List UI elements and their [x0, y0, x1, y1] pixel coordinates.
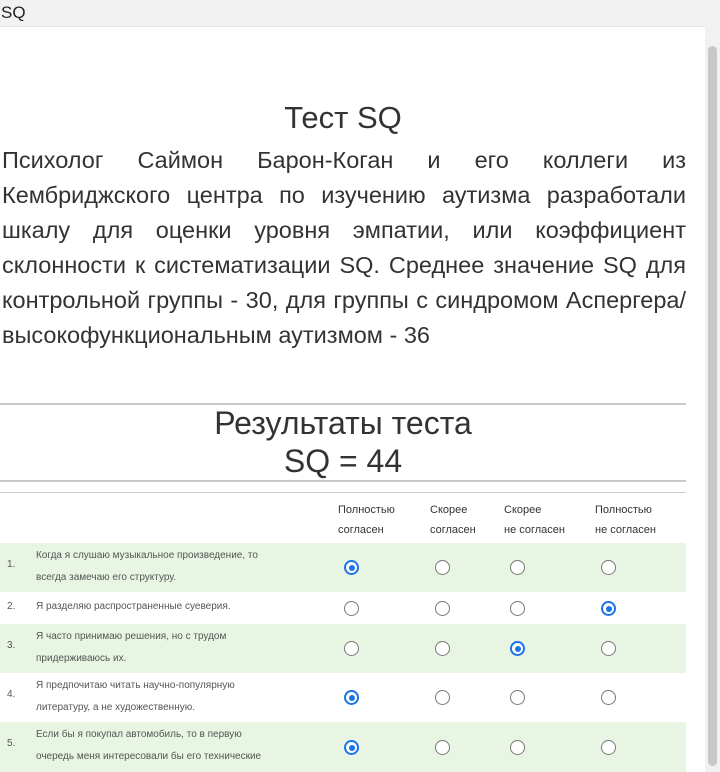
radio-button[interactable] [435, 641, 450, 656]
vertical-scrollbar[interactable] [705, 26, 720, 772]
question-number: 3. [7, 640, 16, 651]
question-number: 4. [7, 689, 16, 700]
radio-button[interactable] [344, 641, 359, 656]
question-row [0, 624, 686, 673]
column-header-line: не согласен [595, 524, 656, 536]
radio-button[interactable] [435, 690, 450, 705]
question-text-line: Когда я слушаю музыкальное произведение, то [36, 550, 258, 561]
question-text [36, 675, 326, 719]
question-text [36, 626, 326, 670]
column-header-rather-agree [430, 500, 476, 540]
results-score: SQ = 44 [283, 443, 403, 479]
question-text-line: литературу, а не художественную. [36, 702, 196, 713]
question-text [36, 596, 326, 618]
results-title: Результаты теста [214, 405, 472, 441]
radio-button[interactable] [510, 740, 525, 755]
question-text [36, 545, 326, 589]
window-title: SQ [1, 3, 26, 22]
radio-button-selected[interactable] [344, 740, 359, 755]
intro-paragraph: Психолог Саймон Барон-Коган и его коллеги из Кембриджского центра по изучению аутизма разработали шкалу для оценки уровня эмпатии, или коэффициент склонности к систематизации SQ. Среднее значение SQ для контрольной группы - 30, для группы с синдромом Аспергера/высокофункциональным аутизмом - 36 [2, 147, 686, 348]
question-text [36, 724, 326, 768]
column-header-fully-disagree [595, 500, 656, 540]
window-title-bar [0, 0, 720, 27]
question-number: 1. [7, 559, 16, 570]
column-header-line: Скорее [430, 504, 468, 516]
radio-button[interactable] [601, 690, 616, 705]
radio-button[interactable] [510, 560, 525, 575]
question-text-line: Я разделяю распространенные суеверия. [36, 601, 231, 612]
question-row [0, 673, 686, 722]
radio-button[interactable] [344, 601, 359, 616]
column-header-line: Полностью [338, 504, 395, 516]
radio-button[interactable] [435, 601, 450, 616]
table-top-divider [0, 492, 686, 493]
question-text-line: всегда замечаю его структуру. [36, 572, 177, 583]
question-text-line: придерживаюсь их. [36, 653, 127, 664]
radio-button-selected[interactable] [344, 560, 359, 575]
column-header-fully-agree [338, 500, 395, 540]
question-text-line: Если бы я покупал автомобиль, то в первую [36, 729, 242, 740]
column-header-line: согласен [430, 524, 476, 536]
radio-button-selected[interactable] [344, 690, 359, 705]
column-header-line: Скорее [504, 504, 542, 516]
column-header-line: Полностью [595, 504, 652, 516]
radio-button-selected[interactable] [510, 641, 525, 656]
column-header-rather-disagree [504, 500, 565, 540]
scrollbar-thumb[interactable] [708, 46, 717, 766]
results-bottom-divider [0, 480, 686, 482]
radio-button[interactable] [601, 740, 616, 755]
question-text-line: Я предпочитаю читать научно-популярную [36, 680, 235, 691]
radio-button[interactable] [601, 641, 616, 656]
radio-button[interactable] [510, 690, 525, 705]
page-title: Тест SQ [284, 100, 402, 135]
radio-button[interactable] [435, 560, 450, 575]
radio-button-selected[interactable] [601, 601, 616, 616]
radio-button[interactable] [601, 560, 616, 575]
question-text-line: очередь меня интересовали бы его технические [36, 751, 262, 762]
question-row [0, 543, 686, 592]
question-row [0, 722, 686, 772]
question-number: 2. [7, 601, 16, 612]
column-header-line: не согласен [504, 524, 565, 536]
question-text-line: Я часто принимаю решения, но с трудом [36, 631, 227, 642]
radio-button[interactable] [510, 601, 525, 616]
question-number: 5. [7, 738, 16, 749]
column-header-line: согласен [338, 524, 384, 536]
question-row [0, 592, 686, 624]
radio-button[interactable] [435, 740, 450, 755]
